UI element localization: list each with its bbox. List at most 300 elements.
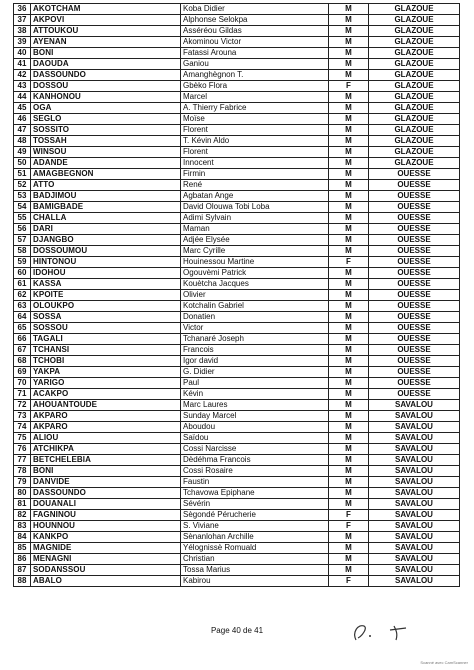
- row-number: 71: [14, 389, 31, 400]
- firstname-cell: Dèdéhma Francois: [181, 455, 329, 466]
- row-number: 87: [14, 565, 31, 576]
- commune-cell: GLAZOUE: [369, 114, 460, 125]
- surname-cell: AKPARO: [31, 422, 181, 433]
- sex-cell: M: [329, 422, 369, 433]
- table-row: [14, 301, 460, 312]
- sex-cell: M: [329, 92, 369, 103]
- firstname-cell: Cossi Narcisse: [181, 444, 329, 455]
- commune-cell: SAVALOU: [369, 499, 460, 510]
- row-number: 43: [14, 81, 31, 92]
- row-number: 48: [14, 136, 31, 147]
- sex-cell: M: [329, 565, 369, 576]
- surname-cell: DARI: [31, 224, 181, 235]
- table-row: [14, 477, 460, 488]
- table-row: [14, 246, 460, 257]
- table-row: [14, 422, 460, 433]
- row-number: 78: [14, 466, 31, 477]
- firstname-cell: Adimi Sylvain: [181, 213, 329, 224]
- table-row: [14, 345, 460, 356]
- participant-table: [13, 3, 460, 587]
- row-number: 45: [14, 103, 31, 114]
- scanner-watermark: Scanné avec CamScanner: [420, 660, 468, 665]
- table-row: [14, 147, 460, 158]
- firstname-cell: Houinessou Martine: [181, 257, 329, 268]
- surname-cell: ADANDE: [31, 158, 181, 169]
- sex-cell: M: [329, 70, 369, 81]
- firstname-cell: A. Thierry Fabrice: [181, 103, 329, 114]
- table-row: [14, 411, 460, 422]
- commune-cell: OUESSE: [369, 202, 460, 213]
- surname-cell: BADJIMOU: [31, 191, 181, 202]
- surname-cell: MENAGNI: [31, 554, 181, 565]
- firstname-cell: Florent: [181, 125, 329, 136]
- surname-cell: ATTO: [31, 180, 181, 191]
- firstname-cell: Victor: [181, 323, 329, 334]
- row-number: 50: [14, 158, 31, 169]
- sex-cell: M: [329, 268, 369, 279]
- surname-cell: HOUNNOU: [31, 521, 181, 532]
- row-number: 44: [14, 92, 31, 103]
- table-row: [14, 169, 460, 180]
- row-number: 49: [14, 147, 31, 158]
- sex-cell: M: [329, 4, 369, 15]
- surname-cell: HINTONOU: [31, 257, 181, 268]
- sex-cell: M: [329, 334, 369, 345]
- commune-cell: GLAZOUE: [369, 70, 460, 81]
- table-row: [14, 279, 460, 290]
- commune-cell: GLAZOUE: [369, 92, 460, 103]
- row-number: 75: [14, 433, 31, 444]
- row-number: 47: [14, 125, 31, 136]
- surname-cell: TCHOBI: [31, 356, 181, 367]
- surname-cell: TOSSAH: [31, 136, 181, 147]
- row-number: 69: [14, 367, 31, 378]
- surname-cell: AHOUANTOUDE: [31, 400, 181, 411]
- sex-cell: M: [329, 191, 369, 202]
- commune-cell: SAVALOU: [369, 433, 460, 444]
- firstname-cell: Moïse: [181, 114, 329, 125]
- firstname-cell: Olivier: [181, 290, 329, 301]
- row-number: 77: [14, 455, 31, 466]
- table-row: [14, 444, 460, 455]
- row-number: 67: [14, 345, 31, 356]
- table-row: [14, 312, 460, 323]
- surname-cell: YARIGO: [31, 378, 181, 389]
- table-row: [14, 235, 460, 246]
- table-row: [14, 433, 460, 444]
- firstname-cell: Marc Laures: [181, 400, 329, 411]
- surname-cell: KANHONOU: [31, 92, 181, 103]
- firstname-cell: Igor david: [181, 356, 329, 367]
- commune-cell: GLAZOUE: [369, 59, 460, 70]
- firstname-cell: Yélognissè Romuald: [181, 543, 329, 554]
- row-number: 36: [14, 4, 31, 15]
- table-row: [14, 180, 460, 191]
- row-number: 62: [14, 290, 31, 301]
- table-row: [14, 356, 460, 367]
- row-number: 46: [14, 114, 31, 125]
- row-number: 37: [14, 15, 31, 26]
- firstname-cell: Kabirou: [181, 576, 329, 587]
- sex-cell: M: [329, 235, 369, 246]
- sex-cell: M: [329, 444, 369, 455]
- firstname-cell: René: [181, 180, 329, 191]
- firstname-cell: Agbatan Ange: [181, 191, 329, 202]
- firstname-cell: Amanghègnon T.: [181, 70, 329, 81]
- sex-cell: M: [329, 323, 369, 334]
- commune-cell: OUESSE: [369, 378, 460, 389]
- commune-cell: OUESSE: [369, 389, 460, 400]
- firstname-cell: T. Kévin Aldo: [181, 136, 329, 147]
- commune-cell: SAVALOU: [369, 466, 460, 477]
- row-number: 66: [14, 334, 31, 345]
- row-number: 38: [14, 26, 31, 37]
- firstname-cell: Marcel: [181, 92, 329, 103]
- sex-cell: M: [329, 455, 369, 466]
- table-row: [14, 510, 460, 521]
- row-number: 58: [14, 246, 31, 257]
- surname-cell: ALIOU: [31, 433, 181, 444]
- firstname-cell: Marc Cyrille: [181, 246, 329, 257]
- commune-cell: OUESSE: [369, 367, 460, 378]
- table-row: [14, 378, 460, 389]
- surname-cell: OGA: [31, 103, 181, 114]
- row-number: 64: [14, 312, 31, 323]
- row-number: 40: [14, 48, 31, 59]
- firstname-cell: Saïdou: [181, 433, 329, 444]
- commune-cell: GLAZOUE: [369, 103, 460, 114]
- commune-cell: GLAZOUE: [369, 37, 460, 48]
- sex-cell: M: [329, 389, 369, 400]
- sex-cell: F: [329, 81, 369, 92]
- commune-cell: SAVALOU: [369, 543, 460, 554]
- sex-cell: M: [329, 356, 369, 367]
- commune-cell: SAVALOU: [369, 510, 460, 521]
- surname-cell: SODANSSOU: [31, 565, 181, 576]
- commune-cell: OUESSE: [369, 312, 460, 323]
- sex-cell: M: [329, 378, 369, 389]
- surname-cell: BONI: [31, 466, 181, 477]
- commune-cell: OUESSE: [369, 180, 460, 191]
- commune-cell: SAVALOU: [369, 444, 460, 455]
- commune-cell: SAVALOU: [369, 521, 460, 532]
- commune-cell: GLAZOUE: [369, 26, 460, 37]
- surname-cell: KANKPO: [31, 532, 181, 543]
- sex-cell: M: [329, 26, 369, 37]
- row-number: 41: [14, 59, 31, 70]
- surname-cell: KASSA: [31, 279, 181, 290]
- sex-cell: M: [329, 499, 369, 510]
- commune-cell: OUESSE: [369, 169, 460, 180]
- firstname-cell: Gbèko Flora: [181, 81, 329, 92]
- surname-cell: DASSOUNDO: [31, 488, 181, 499]
- sex-cell: M: [329, 279, 369, 290]
- commune-cell: SAVALOU: [369, 422, 460, 433]
- surname-cell: DOSSOU: [31, 81, 181, 92]
- row-number: 73: [14, 411, 31, 422]
- participant-rows: [14, 4, 460, 587]
- sex-cell: M: [329, 466, 369, 477]
- row-number: 82: [14, 510, 31, 521]
- row-number: 88: [14, 576, 31, 587]
- sex-cell: M: [329, 224, 369, 235]
- firstname-cell: G. Didier: [181, 367, 329, 378]
- table-row: [14, 455, 460, 466]
- surname-cell: FAGNINOU: [31, 510, 181, 521]
- row-number: 84: [14, 532, 31, 543]
- row-number: 61: [14, 279, 31, 290]
- table-row: [14, 323, 460, 334]
- firstname-cell: Koba Didier: [181, 4, 329, 15]
- sex-cell: M: [329, 367, 369, 378]
- surname-cell: SOSSOU: [31, 323, 181, 334]
- sex-cell: M: [329, 543, 369, 554]
- commune-cell: OUESSE: [369, 279, 460, 290]
- row-number: 79: [14, 477, 31, 488]
- row-number: 57: [14, 235, 31, 246]
- commune-cell: GLAZOUE: [369, 81, 460, 92]
- sex-cell: M: [329, 37, 369, 48]
- surname-cell: ABALO: [31, 576, 181, 587]
- surname-cell: ATTOUKOU: [31, 26, 181, 37]
- commune-cell: SAVALOU: [369, 532, 460, 543]
- table-row: [14, 521, 460, 532]
- row-number: 59: [14, 257, 31, 268]
- surname-cell: SEGLO: [31, 114, 181, 125]
- firstname-cell: Asséréou Gildas: [181, 26, 329, 37]
- firstname-cell: Sègondé Pérucherie: [181, 510, 329, 521]
- sex-cell: M: [329, 532, 369, 543]
- commune-cell: GLAZOUE: [369, 15, 460, 26]
- surname-cell: AKPARO: [31, 411, 181, 422]
- surname-cell: DASSOUNDO: [31, 70, 181, 81]
- table-row: [14, 26, 460, 37]
- firstname-cell: Fatassi Arouna: [181, 48, 329, 59]
- row-number: 65: [14, 323, 31, 334]
- commune-cell: OUESSE: [369, 213, 460, 224]
- surname-cell: ATCHIKPA: [31, 444, 181, 455]
- firstname-cell: Ogouvèmi Patrick: [181, 268, 329, 279]
- commune-cell: OUESSE: [369, 235, 460, 246]
- sex-cell: M: [329, 488, 369, 499]
- surname-cell: AYENAN: [31, 37, 181, 48]
- table-row: [14, 543, 460, 554]
- row-number: 54: [14, 202, 31, 213]
- firstname-cell: Kévin: [181, 389, 329, 400]
- table-row: [14, 290, 460, 301]
- table-row: [14, 554, 460, 565]
- firstname-cell: Florent: [181, 147, 329, 158]
- table-row: [14, 565, 460, 576]
- row-number: 83: [14, 521, 31, 532]
- firstname-cell: Donatien: [181, 312, 329, 323]
- firstname-cell: David Olouwa Tobi Loba: [181, 202, 329, 213]
- sex-cell: M: [329, 477, 369, 488]
- firstname-cell: S. Viviane: [181, 521, 329, 532]
- surname-cell: TAGALI: [31, 334, 181, 345]
- commune-cell: GLAZOUE: [369, 4, 460, 15]
- surname-cell: SOSSITO: [31, 125, 181, 136]
- firstname-cell: Ganiou: [181, 59, 329, 70]
- row-number: 76: [14, 444, 31, 455]
- table-row: [14, 466, 460, 477]
- commune-cell: GLAZOUE: [369, 158, 460, 169]
- surname-cell: DAOUDA: [31, 59, 181, 70]
- surname-cell: AMAGBEGNON: [31, 169, 181, 180]
- row-number: 85: [14, 543, 31, 554]
- row-number: 60: [14, 268, 31, 279]
- commune-cell: OUESSE: [369, 268, 460, 279]
- firstname-cell: Paul: [181, 378, 329, 389]
- sex-cell: M: [329, 136, 369, 147]
- table-row: [14, 114, 460, 125]
- table-row: [14, 400, 460, 411]
- firstname-cell: Cossi Rosaire: [181, 466, 329, 477]
- commune-cell: GLAZOUE: [369, 136, 460, 147]
- commune-cell: OUESSE: [369, 334, 460, 345]
- sex-cell: M: [329, 554, 369, 565]
- commune-cell: GLAZOUE: [369, 125, 460, 136]
- sex-cell: M: [329, 147, 369, 158]
- surname-cell: DOUANALI: [31, 499, 181, 510]
- firstname-cell: Sunday Marcel: [181, 411, 329, 422]
- table-row: [14, 158, 460, 169]
- row-number: 70: [14, 378, 31, 389]
- sex-cell: M: [329, 411, 369, 422]
- table-row: [14, 334, 460, 345]
- row-number: 55: [14, 213, 31, 224]
- sex-cell: M: [329, 169, 369, 180]
- sex-cell: M: [329, 312, 369, 323]
- commune-cell: SAVALOU: [369, 554, 460, 565]
- commune-cell: SAVALOU: [369, 477, 460, 488]
- row-number: 68: [14, 356, 31, 367]
- commune-cell: SAVALOU: [369, 411, 460, 422]
- table-row: [14, 257, 460, 268]
- commune-cell: SAVALOU: [369, 576, 460, 587]
- sex-cell: M: [329, 246, 369, 257]
- surname-cell: AKPOVI: [31, 15, 181, 26]
- commune-cell: GLAZOUE: [369, 147, 460, 158]
- table-row: [14, 92, 460, 103]
- table-row: [14, 576, 460, 587]
- table-row: [14, 4, 460, 15]
- sex-cell: M: [329, 114, 369, 125]
- table-row: [14, 59, 460, 70]
- sex-cell: M: [329, 59, 369, 70]
- sex-cell: M: [329, 180, 369, 191]
- surname-cell: BAMIGBADE: [31, 202, 181, 213]
- firstname-cell: Adjée Elysée: [181, 235, 329, 246]
- surname-cell: BETCHELEBIA: [31, 455, 181, 466]
- row-number: 72: [14, 400, 31, 411]
- firstname-cell: Akominou Victor: [181, 37, 329, 48]
- handwritten-signature: [350, 620, 420, 644]
- firstname-cell: Christian: [181, 554, 329, 565]
- sex-cell: M: [329, 15, 369, 26]
- table-row: [14, 499, 460, 510]
- firstname-cell: Faustin: [181, 477, 329, 488]
- table-row: [14, 136, 460, 147]
- row-number: 86: [14, 554, 31, 565]
- surname-cell: IDOHOU: [31, 268, 181, 279]
- row-number: 42: [14, 70, 31, 81]
- row-number: 51: [14, 169, 31, 180]
- firstname-cell: Aboudou: [181, 422, 329, 433]
- commune-cell: GLAZOUE: [369, 48, 460, 59]
- commune-cell: OUESSE: [369, 191, 460, 202]
- commune-cell: OUESSE: [369, 290, 460, 301]
- surname-cell: SOSSA: [31, 312, 181, 323]
- table-row: [14, 191, 460, 202]
- firstname-cell: Maman: [181, 224, 329, 235]
- sex-cell: M: [329, 202, 369, 213]
- surname-cell: AKOTCHAM: [31, 4, 181, 15]
- commune-cell: SAVALOU: [369, 400, 460, 411]
- row-number: 63: [14, 301, 31, 312]
- commune-cell: OUESSE: [369, 301, 460, 312]
- surname-cell: BONI: [31, 48, 181, 59]
- surname-cell: KPOITE: [31, 290, 181, 301]
- row-number: 56: [14, 224, 31, 235]
- sex-cell: M: [329, 48, 369, 59]
- sex-cell: F: [329, 510, 369, 521]
- firstname-cell: Kotchalin Gabriel: [181, 301, 329, 312]
- surname-cell: ACAKPO: [31, 389, 181, 400]
- commune-cell: OUESSE: [369, 246, 460, 257]
- sex-cell: M: [329, 213, 369, 224]
- firstname-cell: Tchavowa Epiphane: [181, 488, 329, 499]
- sex-cell: F: [329, 521, 369, 532]
- row-number: 39: [14, 37, 31, 48]
- table-row: [14, 37, 460, 48]
- sex-cell: M: [329, 125, 369, 136]
- surname-cell: DANVIDE: [31, 477, 181, 488]
- commune-cell: SAVALOU: [369, 455, 460, 466]
- firstname-cell: Francois: [181, 345, 329, 356]
- sex-cell: M: [329, 290, 369, 301]
- sex-cell: F: [329, 576, 369, 587]
- firstname-cell: Tossa Marius: [181, 565, 329, 576]
- table-row: [14, 367, 460, 378]
- surname-cell: WINSOU: [31, 147, 181, 158]
- row-number: 52: [14, 180, 31, 191]
- table-row: [14, 15, 460, 26]
- table-row: [14, 125, 460, 136]
- row-number: 74: [14, 422, 31, 433]
- table-row: [14, 213, 460, 224]
- table-row: [14, 48, 460, 59]
- firstname-cell: Firmin: [181, 169, 329, 180]
- surname-cell: DOSSOUMOU: [31, 246, 181, 257]
- row-number: 81: [14, 499, 31, 510]
- firstname-cell: Tchanaré Joseph: [181, 334, 329, 345]
- firstname-cell: Kouètcha Jacques: [181, 279, 329, 290]
- sex-cell: F: [329, 257, 369, 268]
- firstname-cell: Sènanlohan Archille: [181, 532, 329, 543]
- commune-cell: OUESSE: [369, 257, 460, 268]
- sex-cell: M: [329, 400, 369, 411]
- surname-cell: CHALLA: [31, 213, 181, 224]
- table-row: [14, 81, 460, 92]
- table-row: [14, 532, 460, 543]
- page-number: Page 40 de 41: [210, 626, 264, 635]
- surname-cell: TCHANSI: [31, 345, 181, 356]
- table-row: [14, 202, 460, 213]
- firstname-cell: Alphonse Selokpa: [181, 15, 329, 26]
- sex-cell: M: [329, 345, 369, 356]
- commune-cell: SAVALOU: [369, 488, 460, 499]
